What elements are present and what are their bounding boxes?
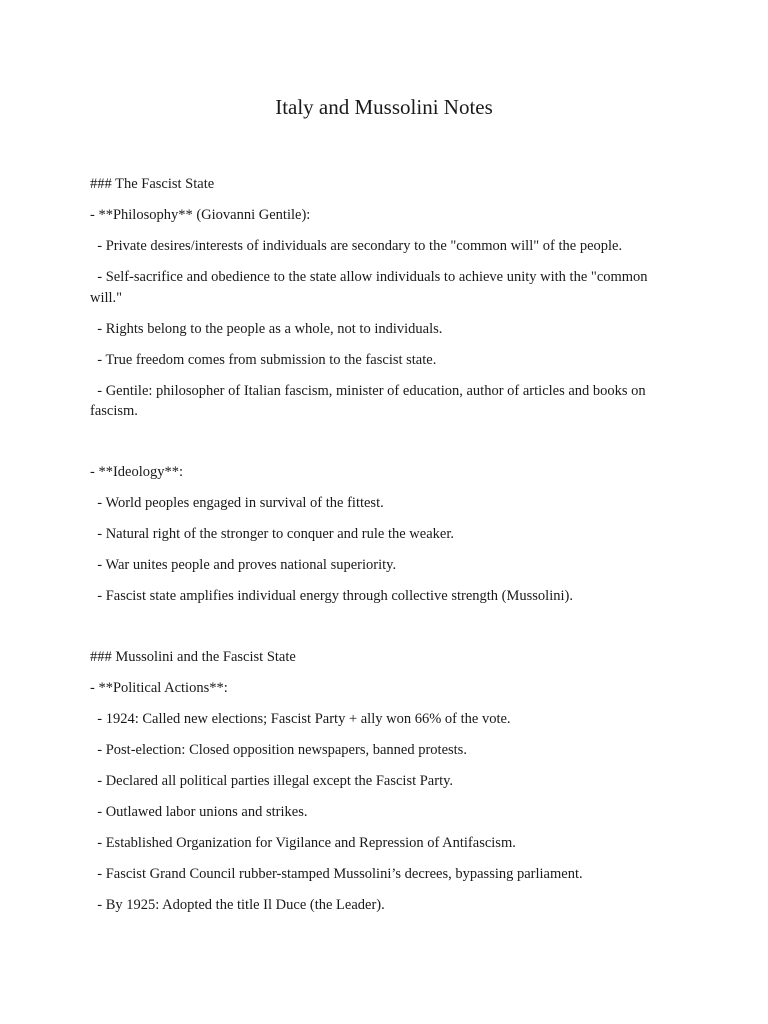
list-item: - Declared all political parties illegal except the Fascist Party.	[90, 773, 454, 789]
blank-line	[90, 617, 680, 647]
section-heading: ### The Fascist State	[90, 176, 215, 192]
list-item: - **Political Actions**:	[90, 680, 228, 696]
list-item: - World peoples engaged in survival of the fittest.	[90, 495, 384, 511]
list-item: - Post-election: Closed opposition newspapers, banned protests.	[90, 742, 467, 758]
list-item: - Fascist state amplifies individual energy through collective strength (Mussolini).	[90, 588, 573, 604]
document-body	[90, 174, 680, 926]
document-title: Italy and Mussolini Notes	[275, 95, 493, 119]
list-item: - Established Organization for Vigilance and Repression of Antifascism.	[90, 835, 516, 851]
list-item: - Rights belong to the people as a whole, not to individuals.	[90, 320, 443, 337]
list-item: - 1924: Called new elections; Fascist Party + ally won 66% of the vote.	[90, 711, 511, 727]
list-item: - **Ideology**:	[90, 464, 184, 480]
list-item: - Gentile: philosopher of Italian fascism, minister of education, author of articles and books on fascism.	[90, 382, 650, 419]
list-item: - By 1925: Adopted the title Il Duce (the Leader).	[90, 897, 385, 913]
blank-line	[90, 432, 680, 462]
list-item: - **Philosophy** (Giovanni Gentile):	[90, 207, 311, 223]
list-item: - Natural right of the stronger to conquer and rule the weaker.	[90, 526, 454, 542]
list-item: - War unites people and proves national superiority.	[90, 557, 397, 573]
section-heading: ### Mussolini and the Fascist State	[90, 649, 296, 665]
list-item: - Outlawed labor unions and strikes.	[90, 804, 308, 820]
list-item: - Self-sacrifice and obedience to the state allow individuals to achieve unity with the "common will."	[90, 269, 652, 306]
list-item: - Private desires/interests of individuals are secondary to the "common will" of the people.	[90, 238, 623, 254]
list-item: - True freedom comes from submission to the fascist state.	[90, 351, 437, 368]
list-item: - Fascist Grand Council rubber-stamped Mussolini’s decrees, bypassing parliament.	[90, 866, 583, 882]
